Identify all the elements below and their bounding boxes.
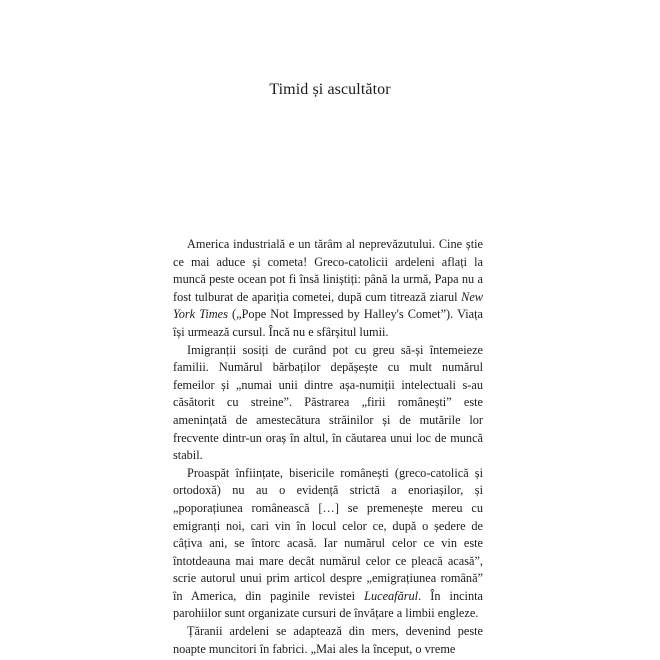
paragraph-1-text-b: („Pope Not Impressed by Halley's Comet”). Viața își urmează cursul. Încă nu e sfârșitul lumii. bbox=[173, 307, 483, 339]
newspaper-title: New York Times bbox=[173, 289, 483, 322]
chapter-title: Timid și ascultător bbox=[269, 81, 391, 98]
paragraph-3 bbox=[173, 465, 483, 623]
paragraph-3-text-b: . În incinta parohiilor sunt organizate cursuri de învățare a limbii engleze. bbox=[173, 588, 483, 621]
body-text bbox=[173, 236, 483, 658]
magazine-title: Luceafărul bbox=[364, 588, 419, 603]
paragraph-1 bbox=[173, 236, 483, 342]
paragraph-1-text-a: America industrială e un tărâm al neprevăzutului. Cine știe ce mai aduce și cometa! Greco-catolicii ardeleni aflați la muncă peste ocean pot fi însă liniștiți: până la urmă, Papa nu a fost tulburat de apariția cometei, după cum titrează ziarul bbox=[173, 237, 483, 304]
paragraph-3-text-a: Proaspăt înființate, bisericile românești (greco-catolică și ortodoxă) nu au o evidență strictă a enoriașilor, și „poporațiunea românească […] se premenește mereu cu emigranți noi, cari vin în locul celor ce, după o ședere de câțiva ani, se întorc acasă. Iar numărul celor ce vin este întotdeauna mai mare decât numărul celor ce pleacă acasă”, scrie autorul unui prim articol despre „emigrațiunea română” în America, din paginile revistei bbox=[173, 465, 483, 603]
paragraph-4: Țăranii ardeleni se adaptează din mers, devenind peste noapte muncitori în fabrici. „Mai ales la început, o vreme bbox=[173, 624, 483, 656]
paragraph-2: Imigranții sosiți de curând pot cu greu să-și întemeieze familii. Numărul bărbaților depășește cu mult numărul femeilor și „numai unii dintre așa-numiții intelectuali s-au căsătorit cu streine”. Păstrarea „firii românești” este amenințată de amestecătura străinilor și de mutările lor frecvente dintr-un oraș în altul, în căutarea unui loc de muncă stabil. bbox=[173, 342, 483, 463]
